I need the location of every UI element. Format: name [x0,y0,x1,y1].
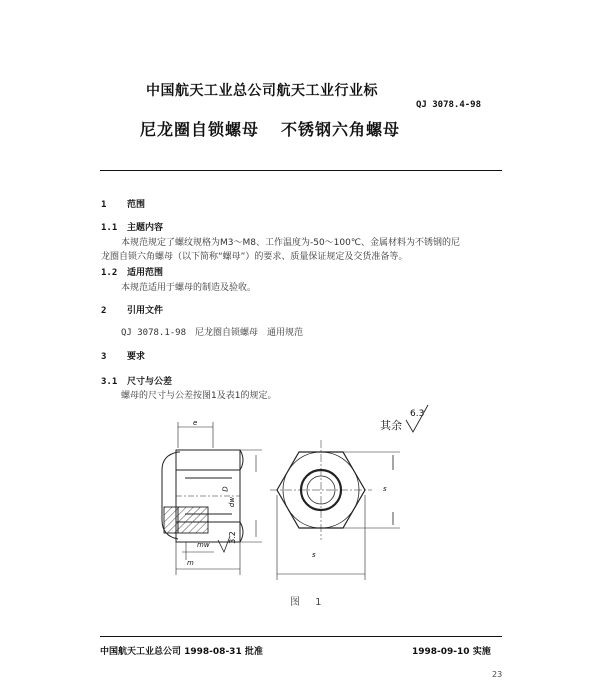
section-number: 1.1 [101,223,118,233]
section-title: 引用文件 [127,306,164,316]
organization-title: 中国航天工业总公司航天工业行业标 [146,83,378,99]
title-part-1: 尼龙圈自锁螺母 [140,120,260,139]
section-number: 3.1 [101,377,118,387]
page-number: 23 [492,670,503,679]
roughness-value: 6.3 [410,409,425,419]
section-title: 范围 [127,200,146,210]
dim-label-s-right: s [383,485,387,493]
section-title: 要求 [127,352,146,362]
section-number: 1 [101,200,107,210]
dim-label-mw: mw [197,541,210,549]
section-3-1-body: 螺母的尺寸与公差按图1及表1的规定。 [121,391,277,401]
section-title: 尺寸与公差 [127,377,173,387]
section-title: 主题内容 [127,223,164,233]
section-number: 2 [101,306,107,316]
dim-label-dw: dw [228,496,237,508]
title-part-2: 不锈钢六角螺母 [281,120,401,139]
nut-side-view [162,422,262,575]
section-title: 适用范围 [127,268,164,278]
section-number: 1.2 [101,268,118,278]
standard-number: QJ 3078.4-98 [416,100,482,110]
section-1-1-body-line-2: 龙圈自锁六角螺母（以下简称“螺母”）的要求、质量保证规定及交货准备等。 [101,252,408,262]
side-roughness-value: 3.2 [227,531,237,544]
dim-label-s-bottom: s [312,551,316,559]
dim-label-m: m [187,559,194,567]
section-number: 3 [101,352,107,362]
roughness-symbol-icon [406,405,428,432]
footer-rule [100,636,502,637]
dim-label-D: D [221,486,230,492]
dim-label-e: e [193,419,198,427]
roughness-label: 其余 [380,419,402,432]
implementation-date: 1998-09-10 实施 [412,647,491,657]
nut-top-view [270,440,400,580]
section-1-1-body-line-1: 本规范规定了螺纹规格为M3～M8、工作温度为-50～100℃、金属材料为不锈钢的尼 [121,238,460,248]
section-1-2-body: 本规范适用于螺母的制造及验收。 [121,283,257,293]
section-2-body: QJ 3078.1-98 尼龙圈自锁螺母 通用规范 [121,328,304,338]
approval-date: 中国航天工业总公司 1998-08-31 批准 [100,647,263,657]
figure-caption: 图 1 [290,597,328,608]
